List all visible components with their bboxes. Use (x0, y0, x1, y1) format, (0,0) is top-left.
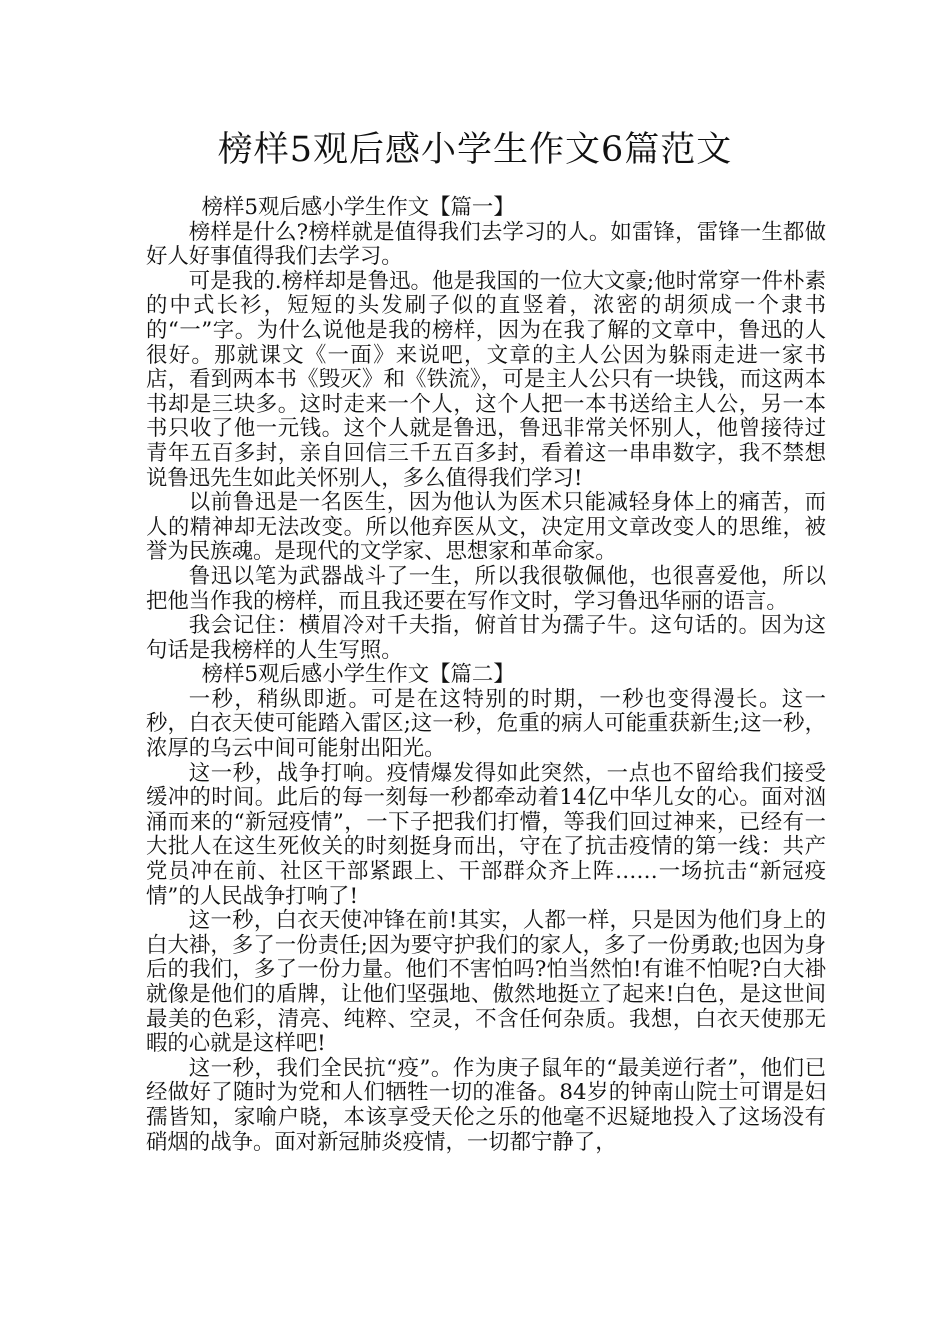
paragraph: 我会记住：横眉冷对千夫指，俯首甘为孺子牛。这句话的。因为这句话是我榜样的人生写照。 (146, 613, 826, 663)
document-title: 榜样5观后感小学生作文6篇范文 (217, 130, 733, 170)
paragraph: 鲁迅以笔为武器战斗了一生，所以我很敬佩他，也很喜爱他，所以把他当作我的榜样，而且我还要在写作文时，学习鲁迅华丽的语言。 (146, 563, 826, 614)
paragraph: 榜样是什么?榜样就是值得我们去学习的人。如雷锋，雷锋一生都做好人好事值得我们去学习。 (146, 219, 826, 270)
paragraph: 一秒，稍纵即逝。可是在这特别的时期，一秒也变得漫长。这一秒，白衣天使可能踏入雷区;这一秒，危重的病人可能重获新生;这一秒，浓厚的乌云中间可能射出阳光。 (146, 686, 826, 762)
paragraph: 可是我的.榜样却是鲁迅。他是我国的一位大文豪;他时常穿一件朴素的中式长衫，短短的头发刷子似的直竖着，浓密的胡须成一个隶书的“一”字。为什么说他是我的榜样，因为在我了解的文章中，鲁迅的人很好。那就课文《一面》来说吧，文章的主人公因为躲雨走进一家书店，看到两本书《毁灭》和《铁流》，可是主人公只有一块钱，而这两本书却是三块多。这时走来一个人，这个人把一本书送给主人公，另一本书只收了他一元钱。这个人就是鲁迅，鲁迅非常关怀别人，他曾接待过青年五百多封，亲自回信三千五百多封，看着这一串串数字，我不禁想说鲁迅先生如此关怀别人，多么值得我们学习! (146, 268, 826, 491)
document-body (146, 196, 826, 1155)
paragraph: 以前鲁迅是一名医生，因为他认为医术只能减轻身体上的痛苦，而人的精神却无法改变。所以他弃医从文，决定用文章改变人的思维，被誉为民族魂。是现代的文学家、思想家和革命家。 (146, 490, 826, 565)
paragraph: 这一秒，白衣天使冲锋在前!其实，人都一样，只是因为他们身上的白大褂，多了一份责任;因为要守护我们的家人，多了一份勇敢;也因为身后的我们，多了一份力量。他们不害怕吗?怕当然怕!有谁不怕呢?白大褂就像是他们的盾牌，让他们坚强地、傲然地挺立了起来!白色，是这世间最美的色彩，清亮、纯粹、空灵，不含任何杂质。我想，白衣天使那无暇的心就是这样吧! (146, 908, 826, 1057)
section-heading: 榜样5观后感小学生作文【篇一】 (201, 195, 515, 220)
paragraph: 这一秒，我们全民抗“疫”。作为庚子鼠年的“最美逆行者”，他们已经做好了随时为党和人们牺牲一切的准备。84岁的钟南山院士可谓是妇孺皆知，家喻户晓，本该享受天伦之乐的他毫不迟疑地投入了这场没有硝烟的战争。面对新冠肺炎疫情，一切都宁静了， (146, 1055, 826, 1155)
section-heading: 榜样5观后感小学生作文【篇二】 (201, 662, 515, 688)
paragraph: 这一秒，战争打响。疫情爆发得如此突然，一点也不留给我们接受缓冲的时间。此后的每一刻每一秒都牵动着14亿中华儿女的心。面对汹涌而来的“新冠疫情”，一下子把我们打懵，等我们回过神来，已经有一大批人在这生死攸关的时刻挺身而出，守在了抗击疫情的第一线：共产党员冲在前、社区干部紧跟上、干部群众齐上阵……一场抗击“新冠疫情”的人民战争打响了! (146, 760, 826, 909)
